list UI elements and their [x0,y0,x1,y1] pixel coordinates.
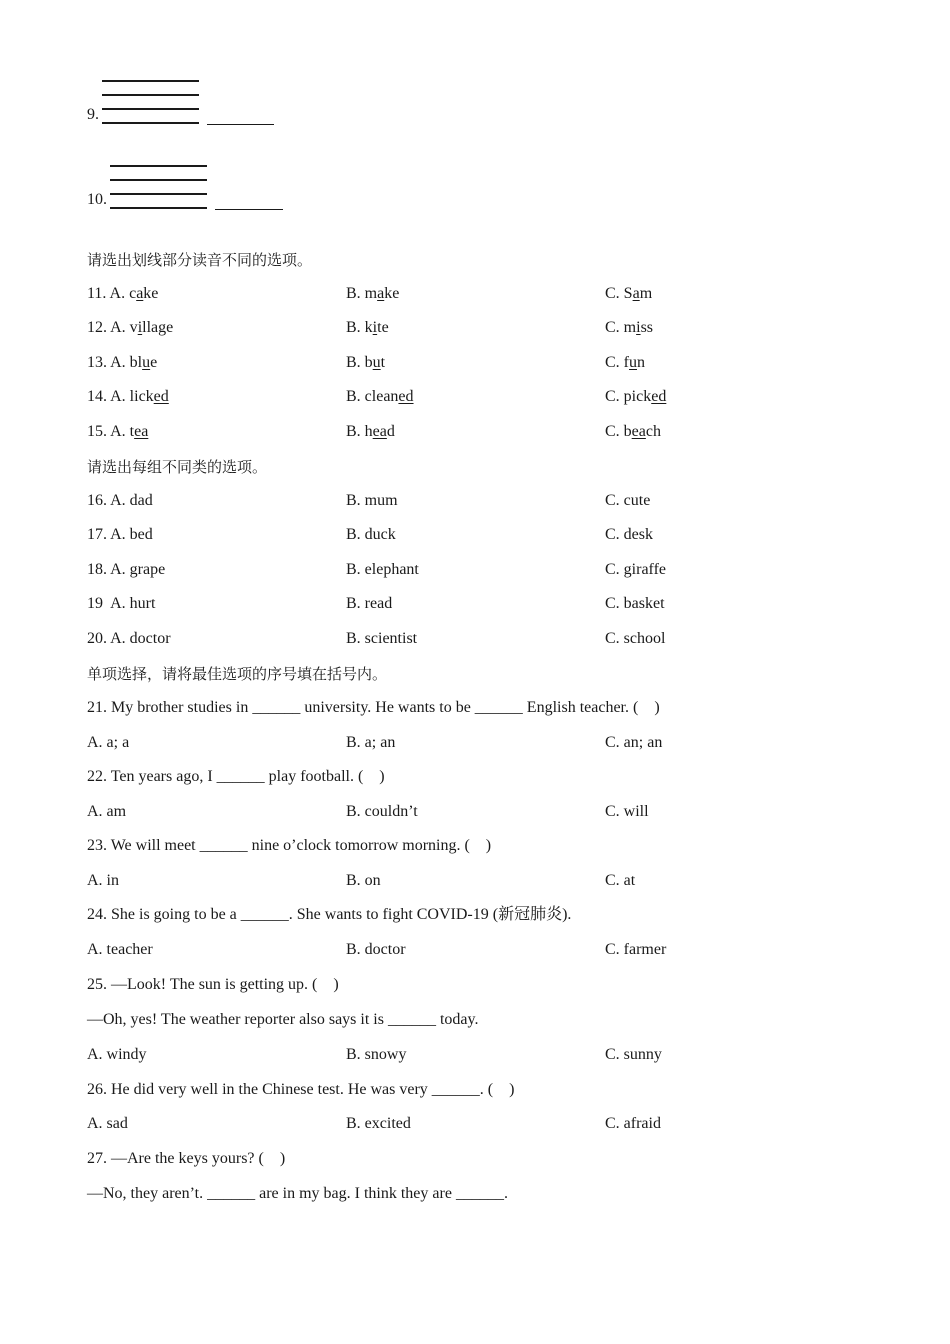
option-b[interactable]: B. doctor [346,941,406,958]
option-a[interactable]: 18. A. grape [87,561,166,578]
option-a[interactable]: 16. A. dad [87,492,153,509]
option-c[interactable]: C. school [605,630,666,647]
option-b[interactable]: B. snowy [346,1046,407,1063]
q9-number: 9. [87,106,99,123]
writing-line [110,207,207,209]
dialogue-line: —No, they aren’t. ______ are in my bag. I think they are ______. [87,1185,508,1202]
section-instruction: 请选出划线部分读音不同的选项。 [87,251,313,269]
option-b[interactable]: B. on [346,872,381,889]
option-a[interactable]: A. in [87,872,119,889]
option-c[interactable]: C. cute [605,492,651,509]
q10-number: 10. [87,191,107,208]
option-b[interactable]: B. kite [346,319,389,336]
option-a[interactable]: 14. A. licked [87,388,169,405]
question-stem: 24. She is going to be a ______. She wants to fight COVID-19 (新冠肺炎). [87,906,572,923]
option-b[interactable]: B. mum [346,492,398,509]
option-c[interactable]: C. picked [605,388,667,405]
option-b[interactable]: B. a; an [346,734,396,751]
option-c[interactable]: C. miss [605,319,654,336]
option-a[interactable]: A. sad [87,1115,128,1132]
option-a[interactable]: A. am [87,803,127,820]
writing-line [110,165,207,167]
option-c[interactable]: C. afraid [605,1115,661,1132]
option-c[interactable]: C. basket [605,595,665,612]
writing-line [110,179,207,181]
option-c[interactable]: C. at [605,872,636,889]
writing-line [102,108,199,110]
option-a[interactable]: A. teacher [87,941,153,958]
option-c[interactable]: C. farmer [605,941,667,958]
writing-line [102,122,199,124]
option-a[interactable]: 19 A. hurt [87,595,156,612]
q9-answer-blank[interactable] [207,124,274,125]
option-c[interactable]: C. will [605,803,649,820]
option-b[interactable]: B. duck [346,526,396,543]
option-a[interactable]: 11. A. cake [87,285,159,302]
question-stem: 22. Ten years ago, I ______ play football. ( ) [87,768,385,785]
option-a[interactable]: 13. A. blue [87,354,158,371]
question-stem: 26. He did very well in the Chinese test. He was very ______. ( ) [87,1081,515,1098]
option-a[interactable]: 20. A. doctor [87,630,171,647]
writing-line [102,94,199,96]
option-c[interactable]: C. an; an [605,734,663,751]
option-a[interactable]: 15. A. tea [87,423,149,440]
option-a[interactable]: 17. A. bed [87,526,153,543]
question-stem: 21. My brother studies in ______ university. He wants to be ______ English teacher. ( ) [87,699,660,716]
option-b[interactable]: B. but [346,354,386,371]
option-c[interactable]: C. desk [605,526,653,543]
option-b[interactable]: B. cleaned [346,388,414,405]
option-b[interactable]: B. scientist [346,630,418,647]
option-c[interactable]: C. sunny [605,1046,662,1063]
option-a[interactable]: A. a; a [87,734,130,751]
dialogue-line: —Oh, yes! The weather reporter also says it is ______ today. [87,1011,479,1028]
q10-answer-blank[interactable] [215,209,283,210]
option-b[interactable]: B. make [346,285,400,302]
writing-line [110,193,207,195]
option-c[interactable]: C. beach [605,423,661,440]
option-a[interactable]: A. windy [87,1046,147,1063]
option-c[interactable]: C. fun [605,354,645,371]
section-instruction: 单项选择，请将最佳选项的序号填在括号内。 [87,665,388,683]
option-b[interactable]: B. read [346,595,393,612]
question-stem: 27. —Are the keys yours? ( ) [87,1150,286,1167]
option-c[interactable]: C. giraffe [605,561,667,578]
option-b[interactable]: B. excited [346,1115,411,1132]
option-a[interactable]: 12. A. village [87,319,174,336]
option-b[interactable]: B. elephant [346,561,419,578]
option-b[interactable]: B. couldn’t [346,803,418,820]
section-instruction: 请选出每组不同类的选项。 [87,458,268,476]
option-c[interactable]: C. Sam [605,285,653,302]
writing-line [102,80,199,82]
question-stem: 23. We will meet ______ nine o’clock tomorrow morning. ( ) [87,837,492,854]
question-stem: 25. —Look! The sun is getting up. ( ) [87,976,339,993]
option-b[interactable]: B. head [346,423,395,440]
